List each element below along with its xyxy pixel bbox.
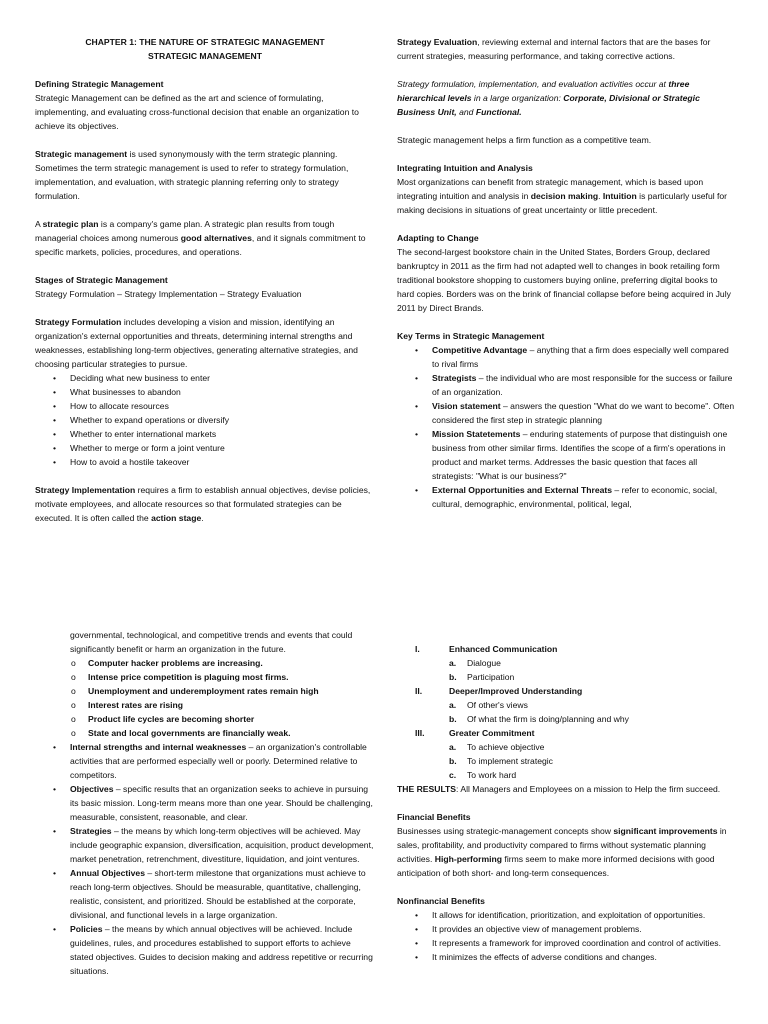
list-item: • It represents a framework for improved coordination and control of activities.	[397, 936, 737, 950]
list-item: • It provides an objective view of management problems.	[397, 922, 737, 936]
paragraph-continuation: governmental, technological, and competitive trends and events that could significantly benefit or harm an organization in the future.	[70, 630, 353, 654]
heading-key-terms: Key Terms in Strategic Management	[397, 331, 545, 341]
sub-item: b. To implement strategic	[449, 756, 553, 766]
list-item: • Strategies – the means by which long-term objectives will be achieved. May include geographic expansion, diversification, acquisition, product development, market penetration, retrenchment, divestiture, liquidation, and joint ventures.	[35, 824, 375, 866]
list-item: o Computer hacker problems are increasing.	[53, 656, 375, 670]
sub-item: a. Of other's views	[449, 700, 528, 710]
roman-heading: II. Deeper/Improved Understanding	[415, 686, 583, 696]
list-item: • How to avoid a hostile takeover	[35, 455, 375, 469]
list-item: • What businesses to abandon	[35, 385, 375, 399]
list-item: o Interest rates are rising	[53, 698, 375, 712]
roman-list-item	[397, 684, 737, 726]
list-item: • It minimizes the effects of adverse conditions and changes.	[397, 950, 737, 964]
heading-adapting: Adapting to Change	[397, 233, 479, 243]
page2-left-column	[35, 628, 375, 978]
paragraph-stages: Strategy Formulation – Strategy Implementation – Strategy Evaluation	[35, 289, 302, 299]
list-item: • Mission Statetements – enduring statements of purpose that distinguish one business from other similar firms. Identifies the scope of a firm's operations in product and market terms. Addresses the basic question that faces all strategists: "What is our business?"	[397, 427, 737, 483]
nonfinancial-list	[397, 908, 737, 964]
list-item: • Internal strengths and internal weaknesses – an organization's controllable activities that are performed especially well or poorly. Determined relative to competitors.	[35, 740, 375, 782]
paragraph-financial: Businesses using strategic-management concepts show significant improvements in sales, profitability, and productivity compared to firms without systematic planning activities. High-performing firms seem to make more informed decisions with good anticipation of both short- and long-term consequences.	[397, 826, 727, 878]
list-item: • Policies – the means by which annual objectives will be achieved. Include guidelines, rules, and procedures established to support efforts to achieve stated objectives. Guides to decision making and address repetitive or recurring situations.	[35, 922, 375, 978]
list-item: • Objectives – specific results that an organization seeks to achieve in pursuing its basic mission. Long-term means more than one year. Should be challenging, measurable, consistent, reasonable, and clear.	[35, 782, 375, 824]
paragraph-adapting: The second-largest bookstore chain in the United States, Borders Group, declared bankruptcy in 2011 as the firm had not adapted well to changes in book retailing form traditional bookstore shopping to customers buying online, preferring digital books to hard copies. Borders was on the brink of financial collapse before being acquired in July 2011 by Direct Brands.	[397, 247, 731, 313]
chapter-title: CHAPTER 1: THE NATURE OF STRATEGIC MANAGEMENT	[85, 37, 325, 47]
page2-right-column	[397, 642, 737, 964]
sub-item: c. To work hard	[449, 770, 517, 780]
sub-item: b. Of what the firm is doing/planning and why	[449, 714, 629, 724]
sub-item: a. To achieve objective	[449, 742, 545, 752]
paragraph-definition: Strategic Management can be defined as the art and science of formulating, implementing, and evaluating cross-functional decision that enable an organization to achieve its objectives.	[35, 93, 359, 131]
list-item: • Whether to expand operations or diversify	[35, 413, 375, 427]
formulation-list	[35, 371, 375, 469]
page1-right-column	[397, 35, 737, 511]
list-item: • Strategists – the individual who are most responsible for the success or failure of an organization.	[397, 371, 737, 399]
list-item: • Whether to enter international markets	[35, 427, 375, 441]
paragraph-hierarchical: Strategy formulation, implementation, and evaluation activities occur at three hierarchical levels in a large organization: Corporate, Divisional or Strategic Business Unit, and Functional.	[397, 79, 700, 117]
list-item: • Whether to merge or form a joint venture	[35, 441, 375, 455]
trends-list	[35, 656, 375, 740]
heading-financial: Financial Benefits	[397, 812, 471, 822]
list-item: • External Opportunities and External Threats – refer to economic, social, cultural, demographic, environmental, political, legal,	[397, 483, 737, 511]
list-item: • Competitive Advantage – anything that a firm does especially well compared to rival firms	[397, 343, 737, 371]
sub-item: a. Dialogue	[449, 658, 501, 668]
heading-stages: Stages of Strategic Management	[35, 275, 168, 285]
list-item: • Annual Objectives – short-term milestone that organizations must achieve to reach long-term objectives. Should be measurable, quantitative, challenging, realistic, consistent, and prioritized. Should be established at the corporate, divisional, and functional levels in a large organization.	[35, 866, 375, 922]
section-title: STRATEGIC MANAGEMENT	[148, 51, 262, 61]
roman-list-item	[397, 726, 737, 782]
list-item: o State and local governments are financially weak.	[53, 726, 375, 740]
list-item: o Intense price competition is plaguing most firms.	[53, 670, 375, 684]
list-item: • It allows for identification, prioritization, and exploitation of opportunities.	[397, 908, 737, 922]
heading-intuition: Integrating Intuition and Analysis	[397, 163, 533, 173]
list-item: o Unemployment and underemployment rates remain high	[53, 684, 375, 698]
terms-list	[35, 740, 375, 978]
paragraph-formulation: Strategy Formulation includes developing a vision and mission, identifying an organization's external opportunities and threats, determining internal strengths and weaknesses, establishing long-term objectives, generating alternative strategies, and choosing particular strategies to pursue.	[35, 317, 358, 369]
list-item: • How to allocate resources	[35, 399, 375, 413]
paragraph-strategic-plan: A strategic plan is a company's game plan. A strategic plan results from tough managerial choices among numerous good alternatives, and it signals commitment to specific markets, policies, procedures, and operations.	[35, 219, 366, 257]
paragraph-implementation: Strategy Implementation requires a firm to establish annual objectives, devise policies, motivate employees, and allocate resources so that formulated strategies can be executed. It is often called the action stage.	[35, 485, 371, 523]
paragraph-synonym: Strategic management is used synonymously with the term strategic planning. Sometimes the term strategic management is used to refer to strategy formulation, implementation, and evaluation, with strategic planning referring only to strategy formulation.	[35, 149, 349, 201]
sub-item: b. Participation	[449, 672, 515, 682]
heading-defining: Defining Strategic Management	[35, 79, 164, 89]
heading-nonfinancial: Nonfinancial Benefits	[397, 896, 485, 906]
list-item: o Product life cycles are becoming shorter	[53, 712, 375, 726]
page1-left-column	[35, 35, 375, 525]
paragraph-results: THE RESULTS: All Managers and Employees on a mission to Help the firm succeed.	[397, 784, 721, 794]
paragraph-evaluation: Strategy Evaluation, reviewing external and internal factors that are the bases for current strategies, measuring performance, and taking corrective actions.	[397, 37, 711, 61]
paragraph-competitive-team: Strategic management helps a firm function as a competitive team.	[397, 135, 652, 145]
roman-list-item	[397, 642, 737, 684]
list-item: • Deciding what new business to enter	[35, 371, 375, 385]
roman-heading: I. Enhanced Communication	[415, 644, 558, 654]
paragraph-intuition: Most organizations can benefit from strategic management, which is based upon integrating intuition and analysis in decision making. Intuition is particularly useful for making decisions in situations of great uncertainty or little precedent.	[397, 177, 728, 215]
key-terms-list	[397, 343, 737, 511]
roman-heading: III. Greater Commitment	[415, 728, 535, 738]
list-item: • Vision statement – answers the question "What do we want to become". Often considered the first step in strategic planning	[397, 399, 737, 427]
